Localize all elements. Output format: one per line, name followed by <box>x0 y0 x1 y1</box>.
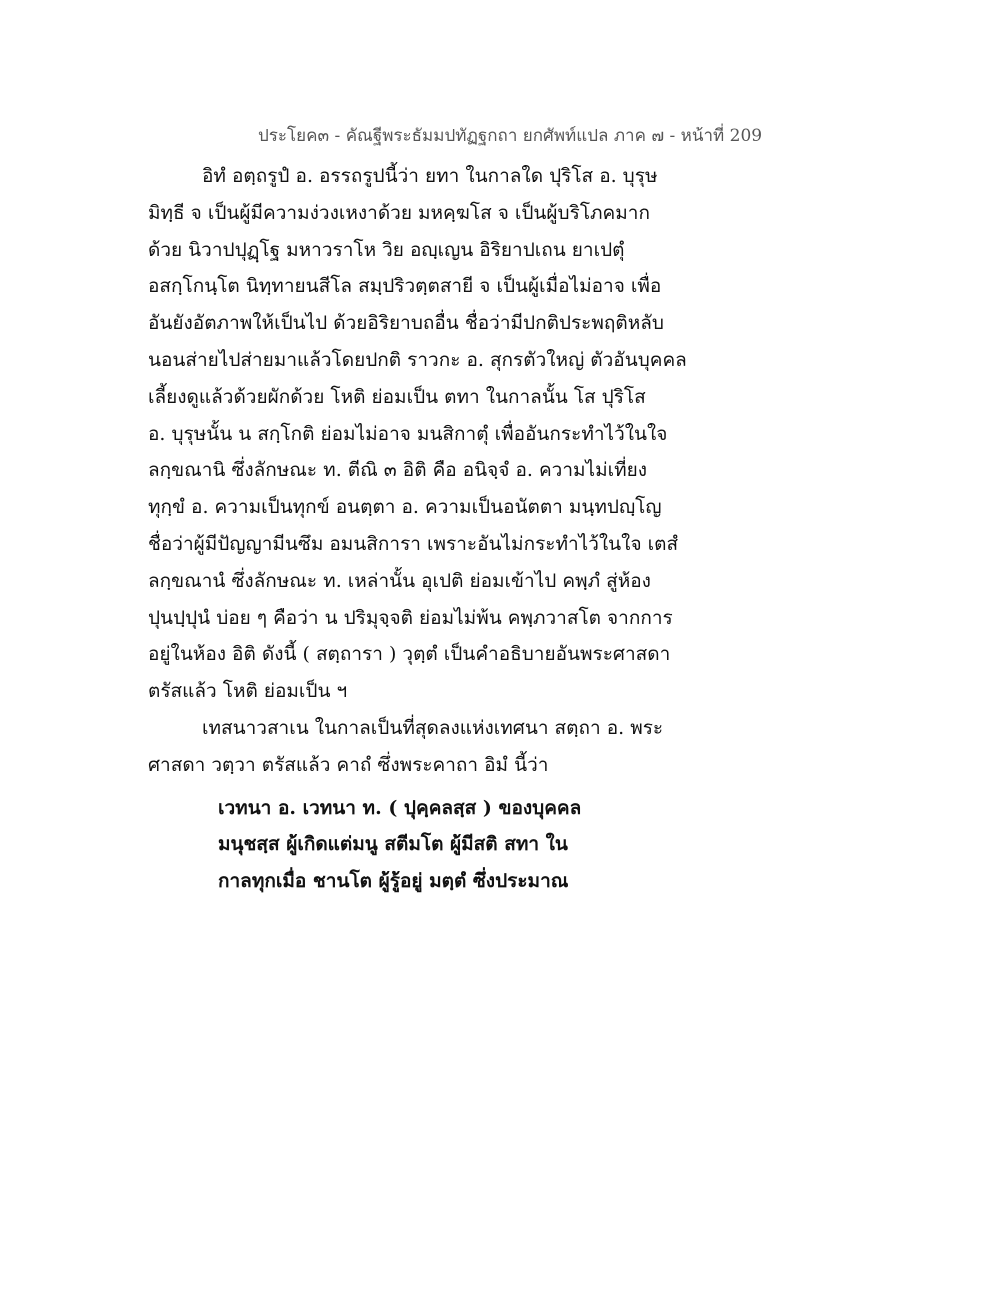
text-line: ชื่อว่าผู้มีปัญญามีนซึม อมนสิการา เพราะอันไม่กระทำไว้ในใจ เตสํ <box>148 532 679 555</box>
text-line: อยู่ในห้อง อิติ ดังนี้ ( สตฺถารา ) วุตฺตํ เป็นคำอธิบายอันพระศาสดา <box>148 643 671 666</box>
verse-block <box>148 790 708 900</box>
text-line: ทุกฺขํ อ. ความเป็นทุกข์ อนตฺตา อ. ความเป็นอนัตตา มนฺทปญฺโญ <box>148 496 662 519</box>
page-body <box>148 158 708 900</box>
text-line: เลี้ยงดูแล้วด้วยผักด้วย โหติ ย่อมเป็น ตทา ในกาลนั้น โส ปุริโส <box>148 385 646 408</box>
text-line: อิทํ อตฺถรูปํ อ. อรรถรูปนี้ว่า ยทา ในกาลใด ปุริโส อ. บุรุษ <box>202 165 658 187</box>
verse-line: เวทนา อ. เวทนา ท. ( ปุคฺคลสฺส ) ของบุคคล <box>218 796 582 819</box>
text-line: ตรัสแล้ว โหติ ย่อมเป็น ฯ <box>148 680 348 703</box>
paragraph-2 <box>148 710 708 784</box>
text-line: นอนส่ายไปส่ายมาแล้วโดยปกติ ราวกะ อ. สุกรตัวใหญ่ ตัวอันบุคคล <box>148 348 687 371</box>
text-line: ด้วย นิวาปปุฏฺโฐ มหาวราโห วิย อญฺเญน อิริยาปเถน ยาเปตุํ <box>148 238 625 261</box>
running-header: ประโยค๓ - คัณฐีพระธัมมปทัฏฐกถา ยกศัพท์แปล ภาค ๗ - หน้าที่ 209 <box>258 126 763 146</box>
text-line: ศาสดา วตฺวา ตรัสแล้ว คาถํ ซึ่งพระคาถา อิมํ นี้ว่า <box>148 753 549 776</box>
text-line: มิทฺธี จ เป็นผู้มีความง่วงเหงาด้วย มหคฺฆโส จ เป็นผู้บริโภคมาก <box>148 201 650 224</box>
text-line: ลกฺขณานํ ซึ่งลักษณะ ท. เหล่านั้น อุเปติ ย่อมเข้าไป คพฺภํ สู่ห้อง <box>148 569 651 592</box>
verse-line: มนุชสฺส ผู้เกิดแต่มนู สตีมโต ผู้มีสติ สทา ใน <box>218 833 568 856</box>
text-line: เทสนาวสาเน ในกาลเป็นที่สุดลงแห่งเทศนา สตฺถา อ. พระ <box>202 716 664 739</box>
text-line: ปุนปฺปุนํ บ่อย ๆ คือว่า น ปริมุจฺจติ ย่อมไม่พ้น คพฺภวาสโต จากการ <box>148 606 673 629</box>
text-line: อันยังอัตภาพให้เป็นไป ด้วยอิริยาบถอื่น ชื่อว่ามีปกติประพฤติหลับ <box>148 312 664 335</box>
text-line: ลกฺขณานิ ซึ่งลักษณะ ท. ตีณิ ๓ อิติ คือ อนิจฺจํ อ. ความไม่เที่ยง <box>148 459 648 482</box>
text-line: อ. บุรุษนั้น น สกฺโกติ ย่อมไม่อาจ มนสิกาตุํ เพื่ออันกระทำไว้ในใจ <box>148 422 668 445</box>
verse-line: กาลทุกเมื่อ ชานโต ผู้รู้อยู่ มตฺตํ ซึ่งประมาณ <box>218 870 569 893</box>
paragraph-1 <box>148 158 708 710</box>
text-line: อสกฺโกนฺโต นิทฺทายนสีโล สมฺปริวตฺตสายี จ เป็นผู้เมื่อไม่อาจ เพื่อ <box>148 275 662 298</box>
